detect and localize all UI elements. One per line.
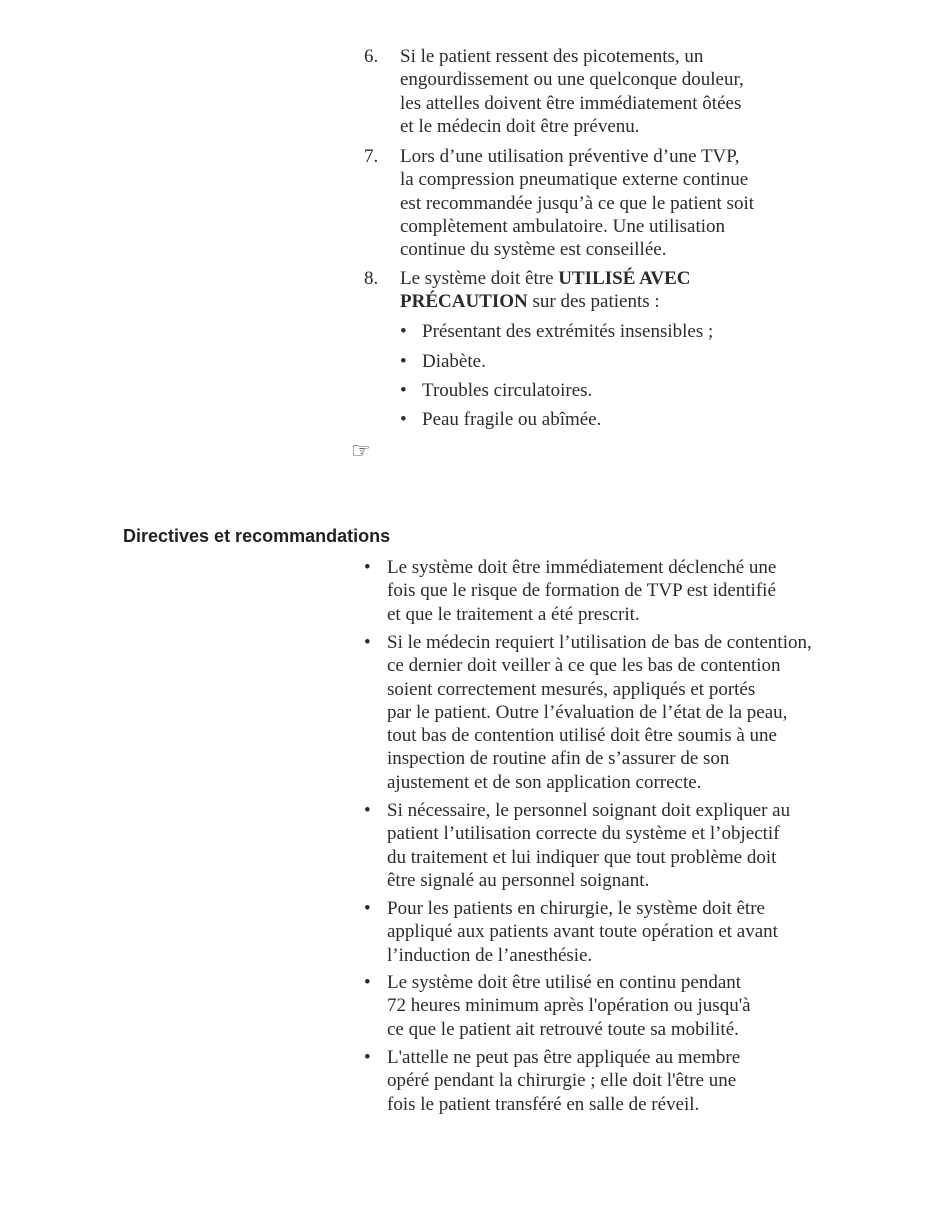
sub-bullet-text: Peau fragile ou abîmée. [422,409,602,430]
text-line: appliqué aux patients avant toute opération et avant [387,921,778,943]
text-line: Le système doit être utilisé en continu pendant [387,972,742,993]
text-line: l’induction de l’anesthésie. [387,944,593,966]
text-line: ce que le patient ait retrouvé toute sa mobilité. [387,1018,739,1040]
sub-bullet-text: Présentant des extrémités insensibles ; [422,321,714,342]
text-line: L'attelle ne peut pas être appliquée au membre [387,1047,741,1068]
text-line: la compression pneumatique externe continue [400,169,749,191]
text-line: 72 heures minimum après l'opération ou jusqu'à [387,995,751,1017]
text-line: patient l’utilisation correcte du système et l’objectif [387,823,780,845]
text-run: sur des patients : [527,291,660,313]
text-line: être signalé au personnel soignant. [387,869,650,891]
text-line: complètement ambulatoire. Une utilisation [400,215,726,237]
bullet-marker: • [364,972,371,993]
text-line: les attelles doivent être immédiatement ôtées [400,92,742,114]
item-number: 8. [364,268,379,289]
text-line: soient correctement mesurés, appliqués et portés [387,678,756,700]
guideline-text [387,556,776,626]
sub-bullet-item [400,379,592,402]
text-line: Pour les patients en chirurgie, le système doit être [387,898,765,919]
caution-emphasis: UTILISÉ AVEC [558,268,691,289]
item-text [400,145,754,261]
bullet-marker: • [400,351,407,372]
item-number: 6. [364,46,379,67]
text-line: Le système doit être immédiatement déclenché une [387,557,777,578]
text-line: Si le médecin requiert l’utilisation de bas de contention, [387,632,812,653]
text-line: et le médecin doit être prévenu. [400,115,640,137]
text-line: Si le patient ressent des picotements, un [400,46,704,67]
text-run: Le système doit être [400,268,559,289]
item-text [400,45,744,138]
sub-bullet-item [400,408,601,431]
sub-bullet-item [400,320,713,343]
guideline-text [387,897,778,967]
text-line: opéré pendant la chirurgie ; elle doit l'être une [387,1070,737,1092]
bullet-marker: • [364,557,371,578]
guideline-text [387,971,751,1041]
pointing-hand-icon: ☞ [351,438,371,463]
bullet-marker: • [400,380,407,401]
text-line [400,267,690,290]
guideline-text [387,631,812,794]
item-number: 7. [364,146,379,167]
sub-bullet-text: Troubles circulatoires. [422,380,593,401]
bullet-marker: • [364,800,371,821]
sub-bullet-text: Diabète. [422,351,486,372]
text-line: est recommandée jusqu’à ce que le patient soit [400,192,755,214]
text-line: Si nécessaire, le personnel soignant doit expliquer au [387,800,791,821]
text-line: Lors d’une utilisation préventive d’une TVP, [400,146,740,167]
bullet-marker: • [364,632,371,653]
text-line: par le patient. Outre l’évaluation de l’état de la peau, [387,701,788,723]
text-line [400,290,690,313]
text-line: et que le traitement a été prescrit. [387,603,640,625]
text-line: ajustement et de son application correcte. [387,771,702,793]
bullet-marker: • [364,1047,371,1068]
bullet-marker: • [400,321,407,342]
section-heading: Directives et recommandations [123,526,391,546]
text-line: fois le patient transféré en salle de réveil. [387,1093,700,1115]
guideline-text [387,1046,740,1116]
text-line: continue du système est conseillée. [400,239,667,261]
guideline-text [387,799,790,892]
text-line: fois que le risque de formation de TVP est identifié [387,580,776,602]
caution-emphasis: PRÉCAUTION [400,291,528,313]
bullet-marker: • [364,898,371,919]
text-line: ce dernier doit veiller à ce que les bas de contention [387,655,781,677]
sub-bullet-item [400,350,486,373]
text-line: inspection de routine afin de s’assurer de son [387,748,730,770]
text-line: engourdissement ou une quelconque douleur, [400,69,744,91]
bullet-marker: • [400,409,407,430]
item-text [400,267,690,314]
text-line: du traitement et lui indiquer que tout problème doit [387,846,777,868]
text-line: tout bas de contention utilisé doit être soumis à une [387,725,777,747]
